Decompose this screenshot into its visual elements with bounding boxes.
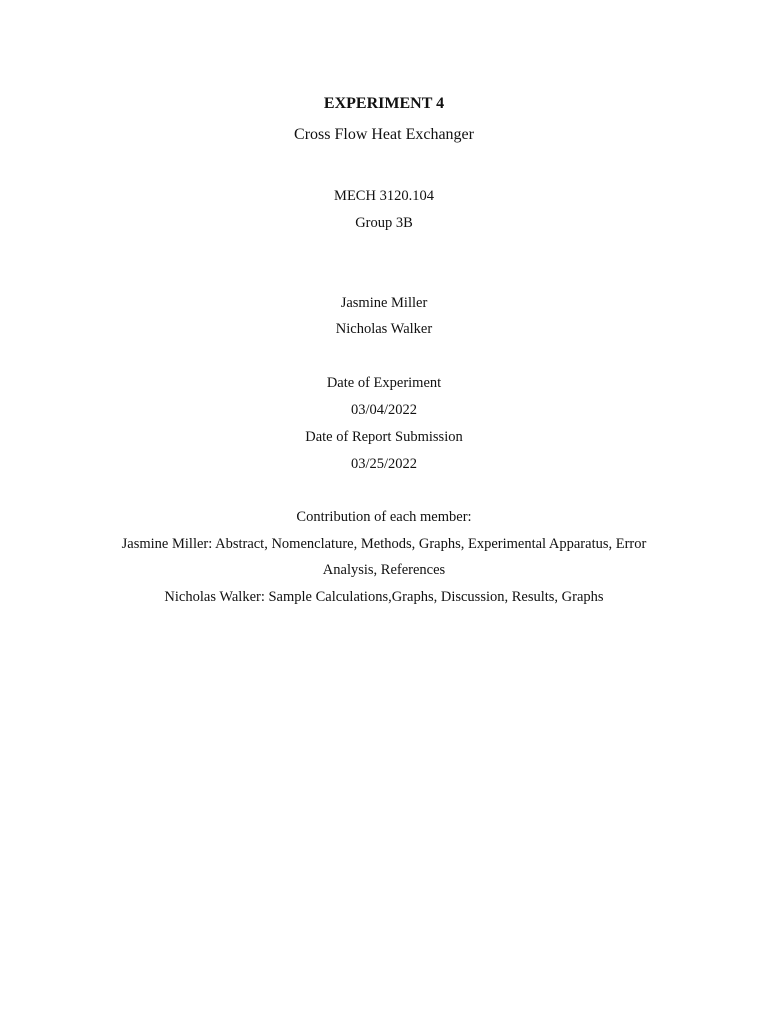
- group-name: Group 3B: [355, 215, 413, 231]
- member-name: Jasmine Miller: [340, 295, 428, 311]
- experiment-date-label: Date of Experiment: [326, 375, 442, 391]
- report-subtitle: Cross Flow Heat Exchanger: [294, 126, 474, 143]
- submission-date: 03/25/2022: [350, 456, 418, 472]
- experiment-date: 03/04/2022: [350, 402, 418, 418]
- contribution-line: Nicholas Walker: Sample Calculations,Graphs, Discussion, Results, Graphs: [164, 589, 604, 605]
- contribution-line: Jasmine Miller: Abstract, Nomenclature, Methods, Graphs, Experimental Apparatus, Error: [121, 536, 647, 552]
- course-code: MECH 3120.104: [334, 188, 434, 204]
- report-title: EXPERIMENT 4: [323, 95, 445, 112]
- contribution-line: Analysis, References: [322, 562, 446, 578]
- submission-date-label: Date of Report Submission: [305, 429, 463, 445]
- contribution-heading: Contribution of each member:: [296, 509, 472, 525]
- member-name: Nicholas Walker: [335, 321, 433, 337]
